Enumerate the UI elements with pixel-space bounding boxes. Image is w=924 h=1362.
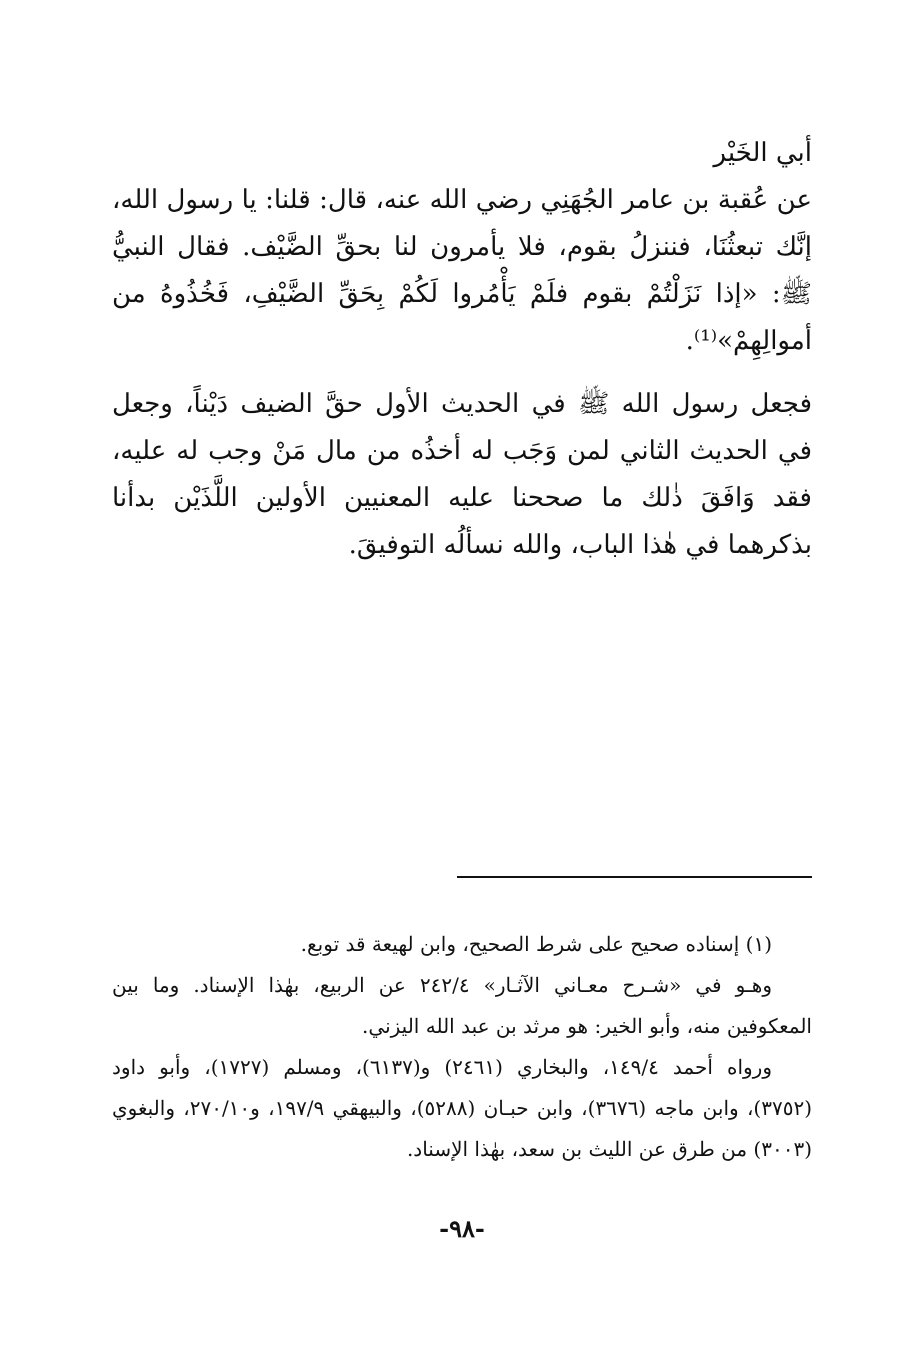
footnote-separator xyxy=(457,876,812,878)
footnote-1: (١) إسناده صحيح على شرط الصحيح، وابن لهيعة قد توبع. xyxy=(300,932,772,956)
footnotes-block xyxy=(112,924,812,1170)
footnote-references: ورواه أحمد ١٤٩/٤، والبخاري (٢٤٦١) و(٦١٣٧)، ومسلم (١٧٢٧)، وأبو داود (٣٧٥٢)، وابن ماجه (٣٦٧٦)، وابن حبـان (٥٢٨٨)، والبيهقي ١٩٧/٩، و٢٧٠/١٠، والبغوي (٣٠٠٣) من طرق عن الليث بن سعد، بهٰذا الإسناد. xyxy=(112,1055,812,1161)
page-number: -٩٨- xyxy=(439,1214,485,1243)
main-text-block xyxy=(112,130,812,569)
commentary-paragraph: فجعل رسول الله ﷺ في الحديث الأول حقَّ الضيف دَيْناً، وجعل في الحديث الثاني لمن وَجَب له أخذُه من مال مَنْ وجب له عليه، فقد وَافَقَ ذٰلك ما صححنا عليه المعنيين الأولين اللَّذَيْن بدأنا بذكرهما في هٰذا الباب، والله نسألُه التوفيقَ. xyxy=(112,389,812,560)
hadith-paragraph: عن عُقبة بن عامر الجُهَنِي رضي الله عنه، قال: قلنا: يا رسول الله، إنَّك تبعثُنَا، فننزلُ بقوم، فلا يأمرون لنا بحقِّ الضَّيْف. فقال النبيُّ ﷺ: «إذا نَزَلْتُمْ بقوم فلَمْ يَأْمُروا لَكُمْ بِحَقِّ الضَّيْفِ، فَخُذُوهُ من أموالِهِمْ»⁽¹⁾. xyxy=(112,185,812,356)
section-heading: أبي الخَيْر xyxy=(713,138,812,168)
footnote-source: وهـو في «شـرح معـاني الآثـار» ٢٤٢/٤ عن الربيع، بهٰذا الإسناد. وما بين المعكوفين منه، وأبو الخير: هو مرثد بن عبد الله اليزني. xyxy=(112,973,812,1038)
